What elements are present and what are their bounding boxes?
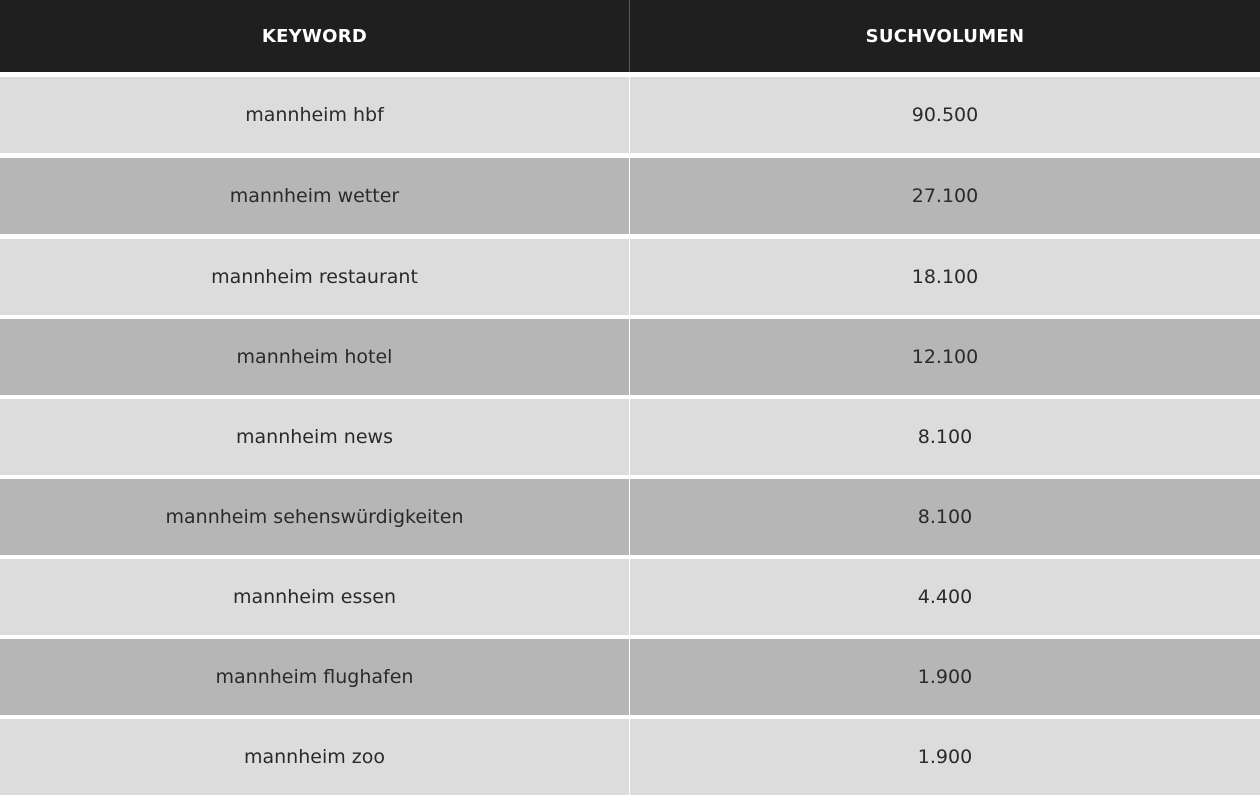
keyword-cell: mannheim restaurant bbox=[211, 266, 418, 288]
table-row bbox=[0, 158, 1260, 234]
keyword-cell: mannheim wetter bbox=[229, 185, 400, 207]
keyword-cell: mannheim essen bbox=[232, 586, 396, 608]
table-row bbox=[0, 559, 1260, 635]
search-volume-cell: 12.100 bbox=[629, 319, 1260, 395]
table-row bbox=[0, 639, 1260, 715]
search-volume-cell: 1.900 bbox=[629, 639, 1260, 715]
keyword-cell: mannheim news bbox=[236, 426, 393, 448]
keyword-cell: mannheim flughafen bbox=[215, 666, 414, 688]
table-row bbox=[0, 719, 1260, 795]
search-volume-cell: 8.100 bbox=[629, 399, 1260, 475]
search-volume-cell: 18.100 bbox=[629, 239, 1260, 315]
search-volume-cell: 27.100 bbox=[629, 158, 1260, 234]
search-volume-cell: 90.500 bbox=[629, 77, 1260, 153]
table-row bbox=[0, 77, 1260, 153]
keyword-cell: mannheim sehenswürdigkeiten bbox=[165, 506, 464, 528]
search-volume-cell: 8.100 bbox=[629, 479, 1260, 555]
table-row bbox=[0, 399, 1260, 475]
keyword-cell: mannheim zoo bbox=[243, 746, 385, 768]
table-row bbox=[0, 479, 1260, 555]
column-header-keyword: KEYWORD bbox=[261, 25, 368, 47]
search-volume-cell: 4.400 bbox=[629, 559, 1260, 635]
keyword-cell: mannheim hotel bbox=[236, 346, 393, 368]
search-volume-cell: 1.900 bbox=[629, 719, 1260, 795]
keyword-cell: mannheim hbf bbox=[245, 104, 384, 126]
table-header bbox=[0, 0, 1260, 72]
table-row bbox=[0, 319, 1260, 395]
column-header-search-volume: SUCHVOLUMEN bbox=[629, 0, 1260, 72]
table-row bbox=[0, 239, 1260, 315]
